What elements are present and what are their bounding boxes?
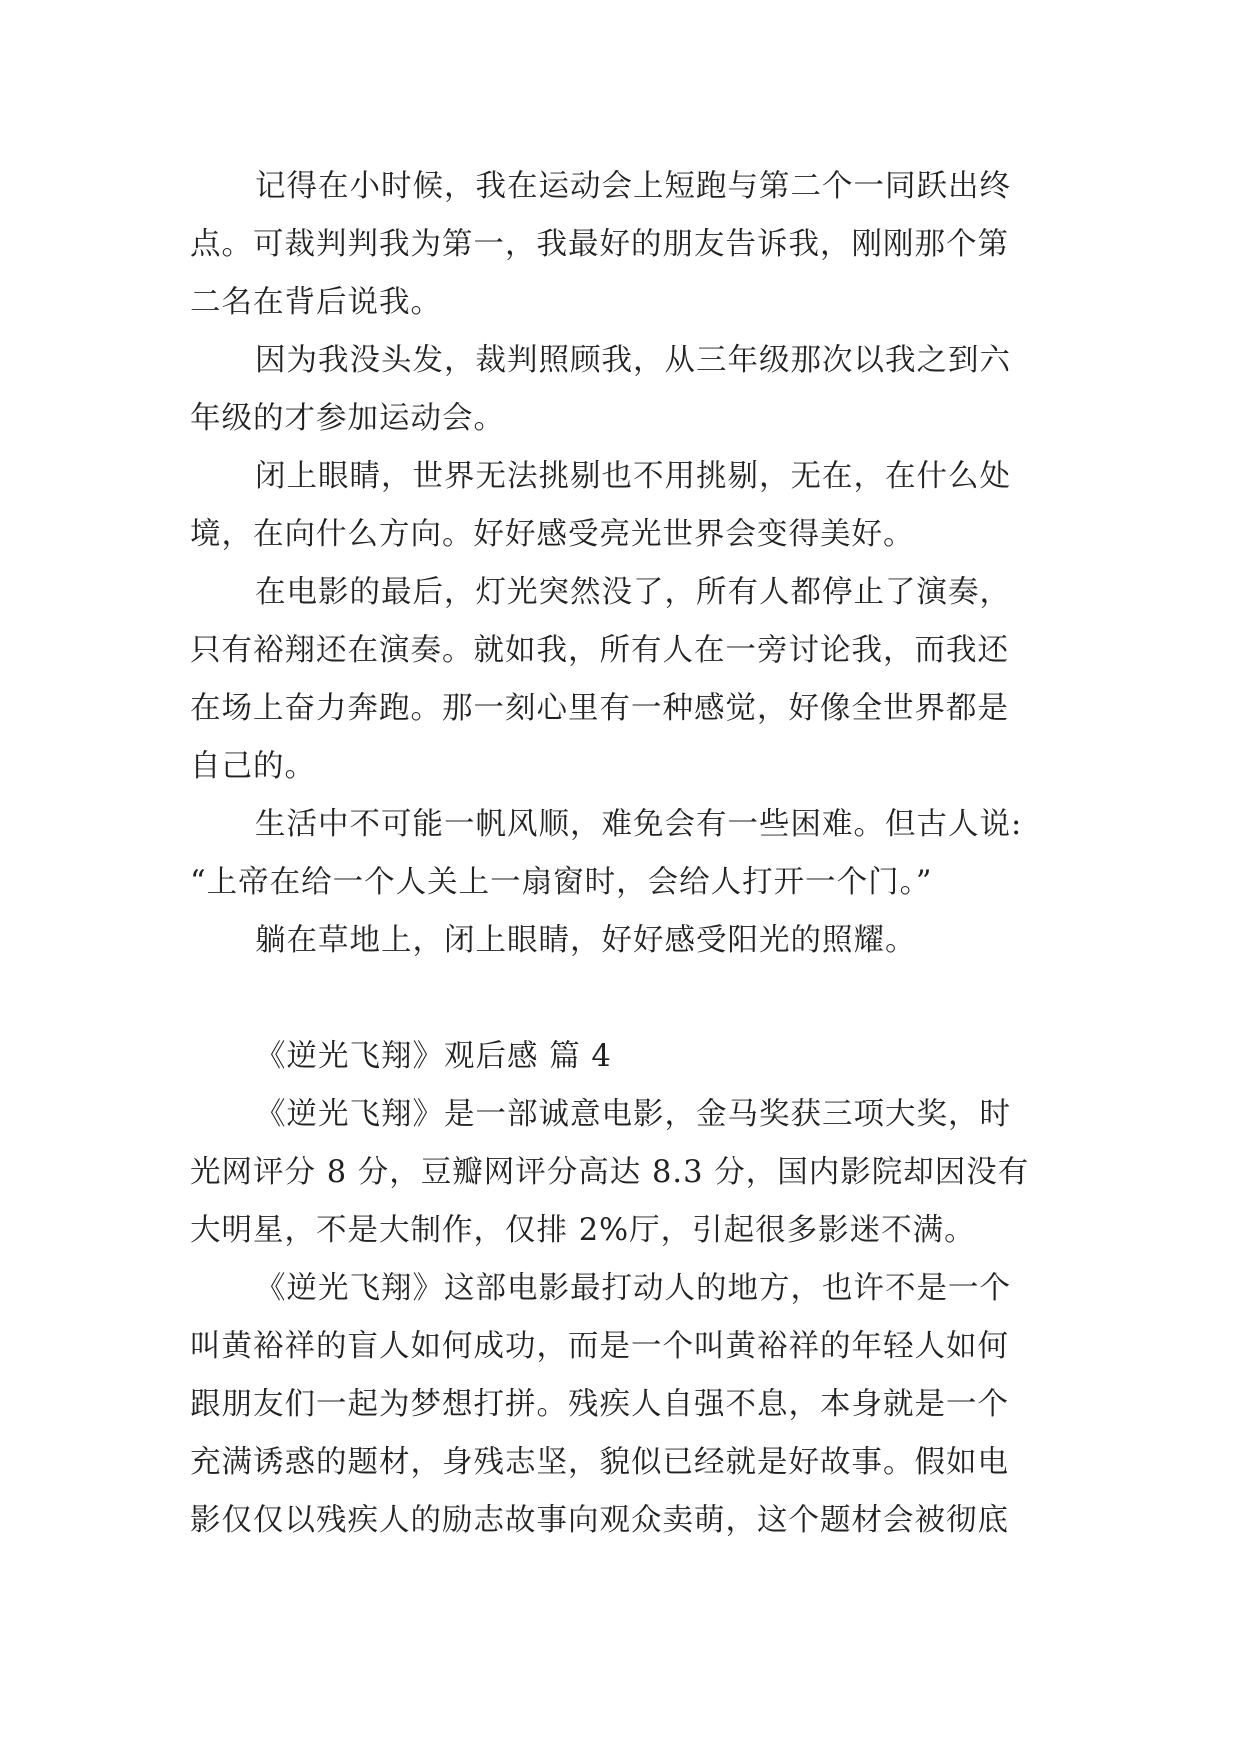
paragraph (190, 1260, 1050, 1550)
text-line: 大明星，不是大制作，仅排 2%厅，引起很多影迷不满。 (190, 1213, 976, 1248)
text-line: 跟朋友们一起为梦想打拼。残疾人自强不息，本身就是一个 (190, 1387, 1009, 1422)
paragraph (190, 912, 1050, 970)
text-line: 在场上奋力奔跑。那一刻心里有一种感觉，好像全世界都是 (190, 691, 1009, 726)
paragraph (190, 796, 1050, 912)
blank-line (190, 970, 1050, 1028)
text-line: 充满诱惑的题材，身残志坚，貌似已经就是好故事。假如电 (190, 1445, 1009, 1480)
text-line: 《逆光飞翔》这部电影最打动人的地方，也许不是一个 (255, 1271, 1011, 1306)
text-line: 只有裕翔还在演奏。就如我，所有人在一旁讨论我，而我还 (190, 633, 1009, 668)
paragraph (190, 448, 1050, 564)
paragraph (190, 564, 1050, 796)
text-line: 点。可裁判判我为第一，我最好的朋友告诉我，刚刚那个第 (190, 227, 1009, 262)
text-line: 自己的。 (190, 749, 316, 784)
paragraph (190, 158, 1050, 332)
text-line: 生活中不可能一帆风顺，难免会有一些困难。但古人说: (255, 807, 1023, 842)
paragraph (190, 332, 1050, 448)
section-heading: 《逆光飞翔》观后感 篇 4 (255, 1039, 612, 1074)
text-line: 因为我没头发，裁判照顾我，从三年级那次以我之到六 (255, 343, 1011, 378)
document-body (190, 158, 1050, 1550)
text-line: “上帝在给一个人关上一扇窗时，会给人打开一个门。” (190, 865, 933, 900)
text-line: 光网评分 8 分，豆瓣网评分高达 8.3 分，国内影院却因没有 (190, 1155, 1030, 1190)
text-line: 二名在背后说我。 (190, 285, 442, 320)
text-line: 年级的才参加运动会。 (190, 401, 505, 436)
text-line: 闭上眼睛，世界无法挑剔也不用挑剔，无在，在什么处 (255, 459, 1011, 494)
text-line: 记得在小时候，我在运动会上短跑与第二个一同跃出终 (255, 169, 1011, 204)
text-line: 影仅仅以残疾人的励志故事向观众卖萌，这个题材会被彻底 (190, 1503, 1009, 1538)
text-line: 在电影的最后，灯光突然没了，所有人都停止了演奏， (255, 575, 1011, 610)
text-line: 境，在向什么方向。好好感受亮光世界会变得美好。 (190, 517, 915, 552)
text-line: 躺在草地上，闭上眼睛，好好感受阳光的照耀。 (255, 923, 917, 958)
text-line: 《逆光飞翔》是一部诚意电影，金马奖获三项大奖，时 (255, 1097, 1011, 1132)
paragraph (190, 1086, 1050, 1260)
text-line: 叫黄裕祥的盲人如何成功，而是一个叫黄裕祥的年轻人如何 (190, 1329, 1009, 1364)
